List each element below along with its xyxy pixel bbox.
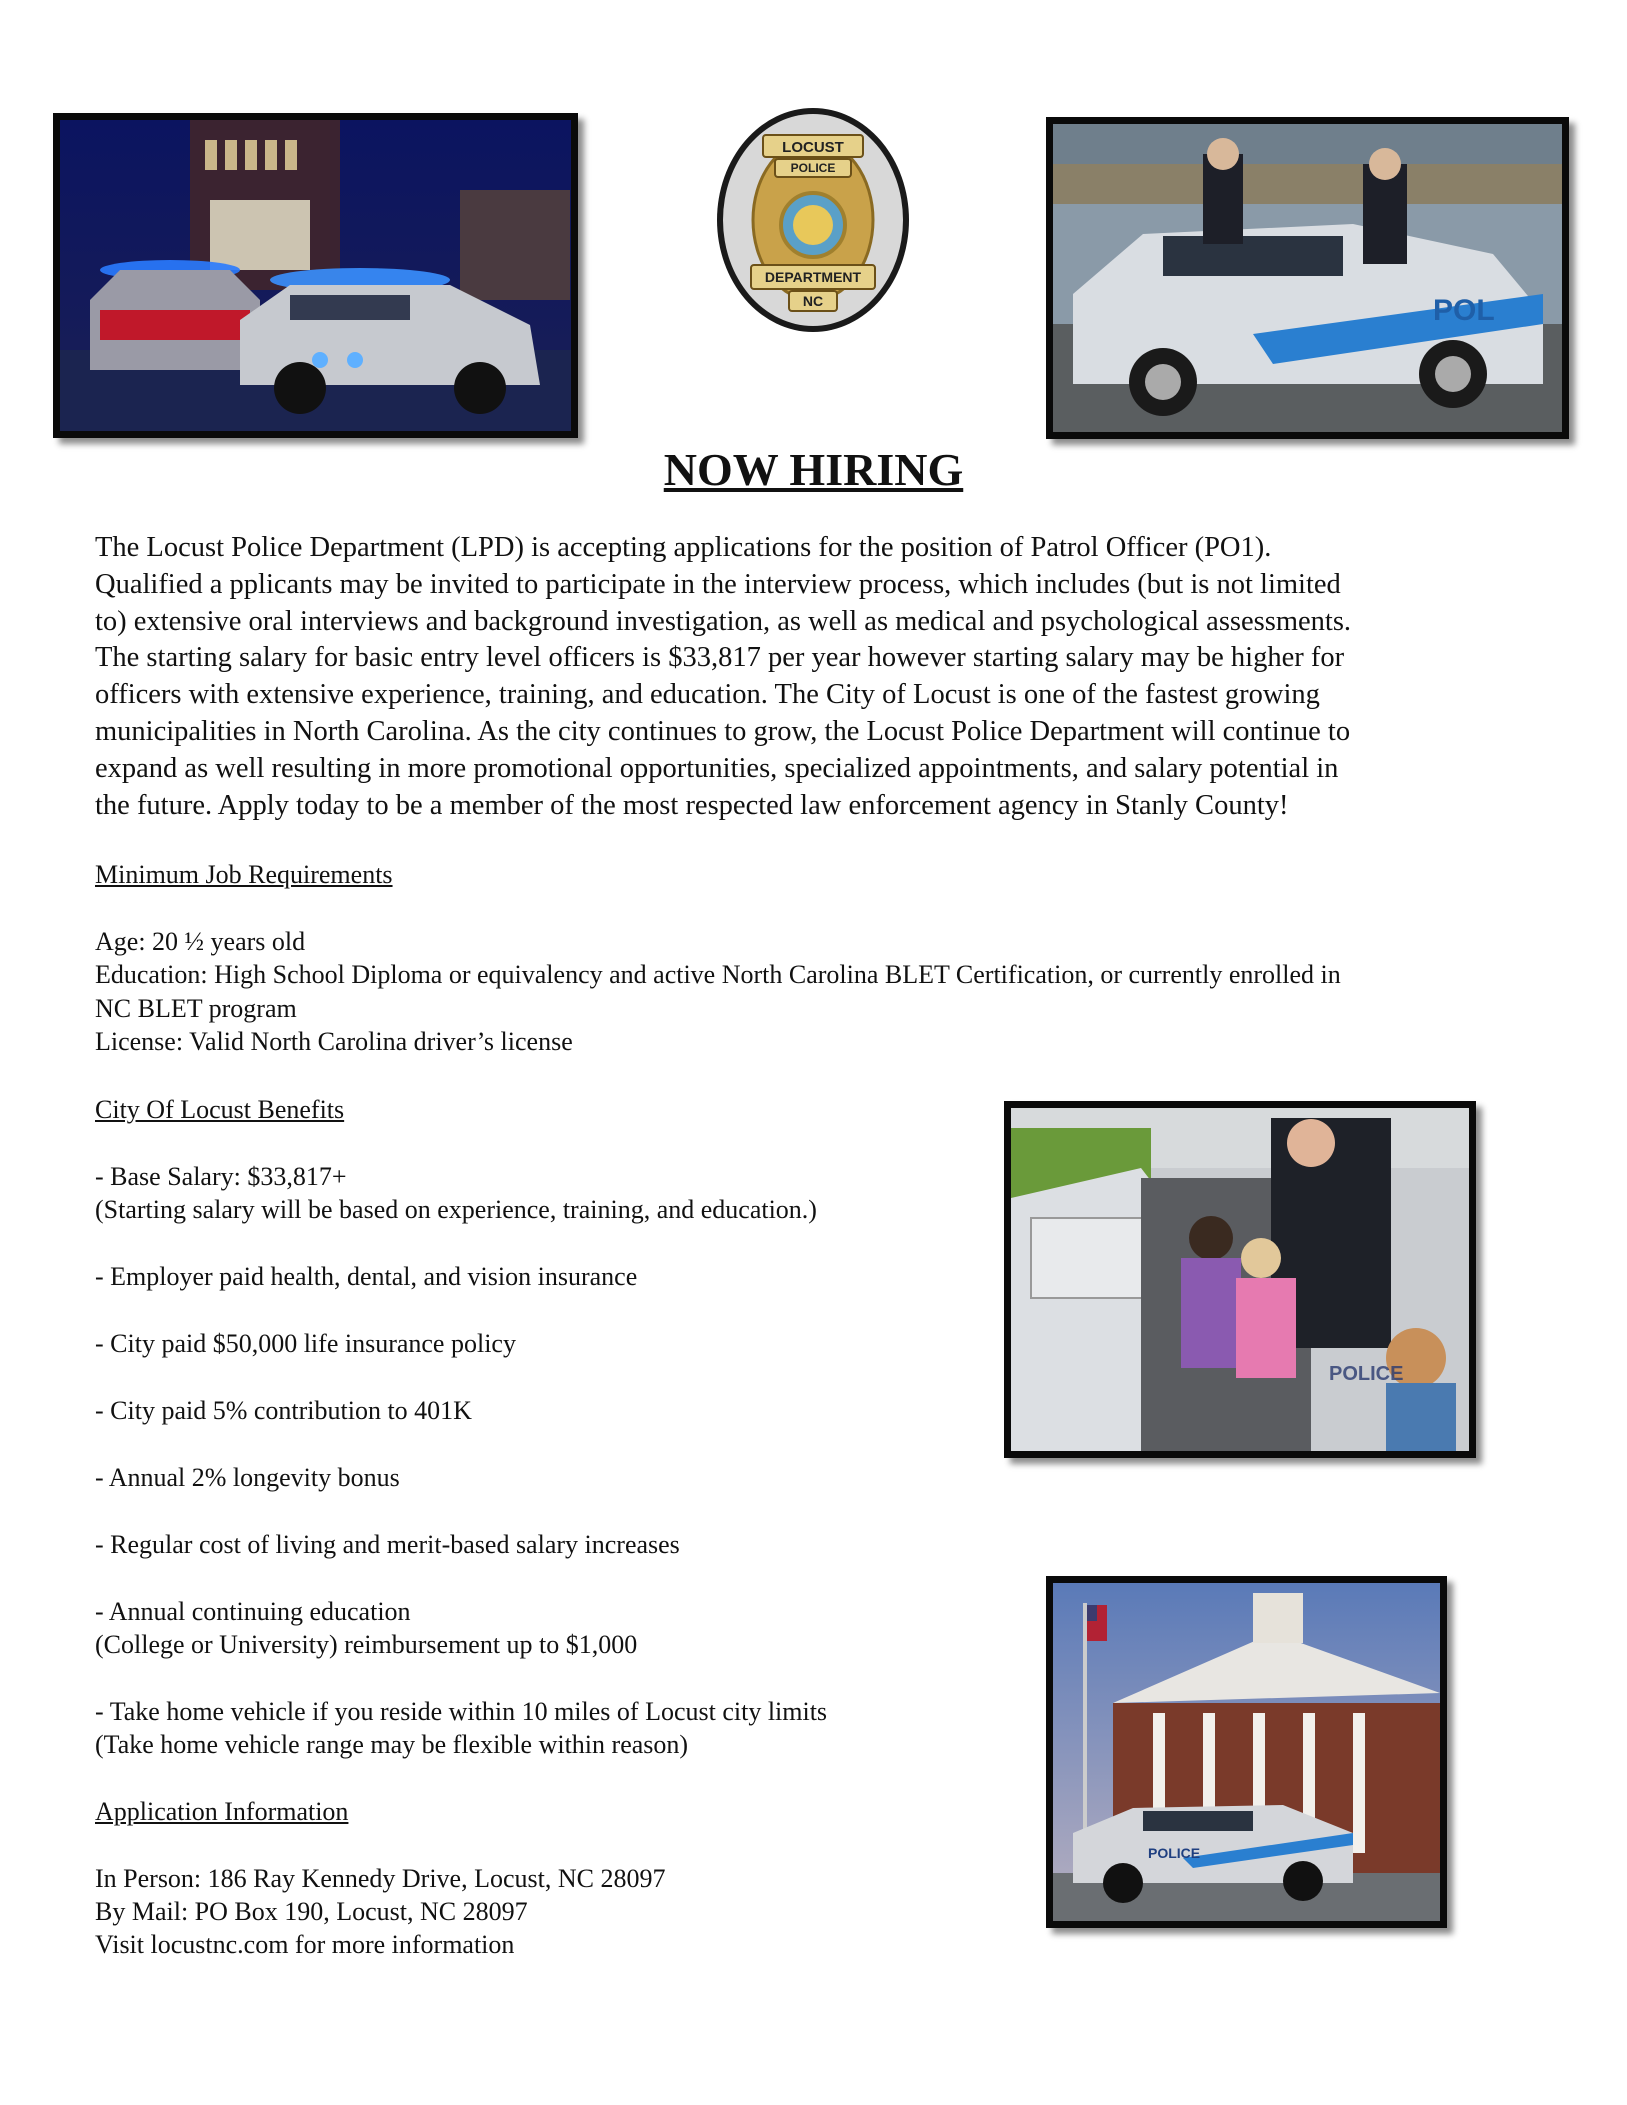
officers-with-cruiser-photo	[1046, 117, 1569, 439]
benefit-salary: - Base Salary: $33,817+	[95, 1162, 347, 1191]
intro-line: The starting salary for basic entry level officers is $33,817 per year however starting salary may be higher for	[95, 642, 1345, 674]
night-patrol-cars-photo	[53, 113, 578, 438]
benefit-vehicle-note: (Take home vehicle range may be flexible within reason)	[95, 1730, 689, 1759]
intro-line: expand as well resulting in more promotional opportunities, specialized appointments, and salary potential in	[95, 752, 1339, 784]
requirement-age: Age: 20 ½ years old	[95, 927, 306, 956]
badge-text-police: POLICE	[790, 161, 836, 175]
intro-paragraph	[95, 530, 1535, 824]
benefit-insurance: - Employer paid health, dental, and vision insurance	[95, 1262, 638, 1291]
benefit-salary-note: (Starting salary will be based on experience, training, and education.)	[95, 1195, 817, 1224]
application-mail: By Mail: PO Box 190, Locust, NC 28097	[95, 1897, 528, 1926]
requirement-license: License: Valid North Carolina driver’s license	[95, 1027, 573, 1056]
benefit-vehicle: - Take home vehicle if you reside within 10 miles of Locust city limits	[95, 1697, 828, 1726]
benefit-education: - Annual continuing education	[95, 1597, 411, 1626]
city-hall-police-car-photo	[1046, 1576, 1447, 1928]
intro-line: officers with extensive experience, training, and education. The City of Locust is one of the fastest growing	[95, 679, 1320, 711]
benefit-life-insurance: - City paid $50,000 life insurance policy	[95, 1329, 516, 1358]
page-title: NOW HIRING	[663, 444, 964, 495]
benefit-longevity: - Annual 2% longevity bonus	[95, 1463, 400, 1492]
building-car-label: POLICE	[1148, 1845, 1201, 1861]
officer-with-children-photo	[1004, 1101, 1476, 1458]
intro-line: The Locust Police Department (LPD) is accepting applications for the position of Patrol Officer (PO1).	[95, 532, 1272, 563]
intro-line: municipalities in North Carolina. As the city continues to grow, the Locust Police Department will continue to	[95, 715, 1351, 747]
benefits-heading: City Of Locust Benefits	[95, 1095, 345, 1124]
car-door-label: POLICE	[1329, 1363, 1404, 1385]
application-website: Visit locustnc.com for more information	[95, 1930, 515, 1959]
benefit-raises: - Regular cost of living and merit-based salary increases	[95, 1530, 680, 1559]
application-in-person: In Person: 186 Ray Kennedy Drive, Locust, NC 28097	[95, 1864, 666, 1893]
badge-text-nc: NC	[802, 293, 824, 309]
badge-text-locust: LOCUST	[782, 139, 844, 156]
benefit-education-note: (College or University) reimbursement up to $1,000	[95, 1630, 638, 1659]
application-heading: Application Information	[95, 1797, 349, 1826]
benefit-retirement: - City paid 5% contribution to 401K	[95, 1396, 472, 1425]
intro-line: the future. Apply today to be a member of the most respected law enforcement agency in Stanly County!	[95, 789, 1289, 821]
police-badge-logo	[713, 105, 913, 335]
intro-line: Qualified a pplicants may be invited to participate in the interview process, which includes (but is not limited	[95, 568, 1341, 600]
requirements-heading: Minimum Job Requirements	[95, 860, 393, 889]
intro-line: to) extensive oral interviews and background investigation, as well as medical and psychological assessments.	[95, 605, 1352, 637]
cruiser-side-label: POL	[1433, 294, 1495, 327]
badge-text-department: DEPARTMENT	[764, 269, 862, 285]
requirement-education: Education: High School Diploma or equivalency and active North Carolina BLET Certification, or currently enrolled in	[95, 960, 1341, 989]
requirement-education-cont: NC BLET program	[95, 994, 297, 1023]
